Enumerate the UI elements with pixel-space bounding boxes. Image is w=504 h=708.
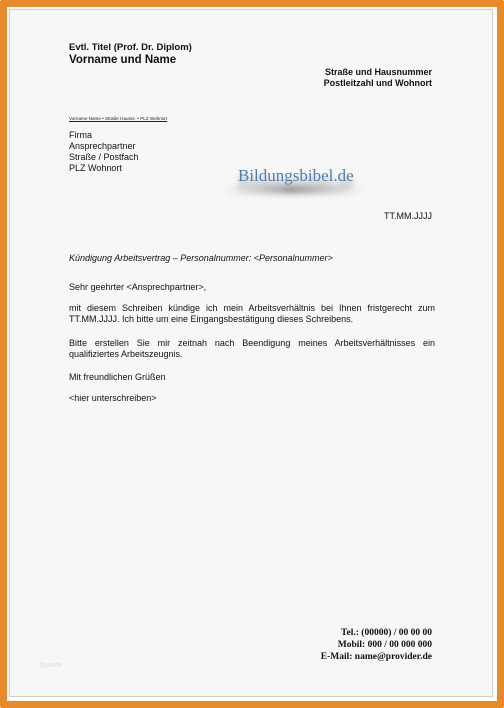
body-paragraph-2: Bitte erstellen Sie mir zeitnah nach Beendigung meines Arbeitsverhältnisses ein qualifiziertes Arbeitszeugnis. xyxy=(69,338,435,359)
recipient-contact: Ansprechpartner xyxy=(69,141,136,151)
logo-shadow xyxy=(224,186,364,194)
sender-name: Vorname und Name xyxy=(69,54,177,66)
signature-placeholder: <hier unterschreiben> xyxy=(69,393,157,403)
recipient-street: Straße / Postfach xyxy=(69,152,139,162)
recipient-city: PLZ Wohnort xyxy=(69,163,122,173)
recipient-company: Firma xyxy=(69,130,92,140)
sender-title: Evtl. Titel (Prof. Dr. Diplom) xyxy=(69,42,192,53)
sender-city: Postleitzahl und Wohnort xyxy=(323,78,432,88)
letter-date: TT.MM.JJJJ xyxy=(384,211,432,221)
sender-street: Straße und Hausnummer xyxy=(324,67,432,77)
letter-subject: Kündigung Arbeitsvertrag – Personalnummer: <Personalnummer> xyxy=(69,253,333,263)
body-paragraph-1: mit diesem Schreiben kündige ich mein Arbeitsverhältnis bei Ihnen fristgerecht zum TT.MM.JJJJ. Ich bitte um eine Eingangsbestätigung dieses Schreibens. xyxy=(69,303,435,324)
return-address-line: Vorname Name • Straße Hausnr. • PLZ Wohnort xyxy=(69,116,168,121)
footer-email: E-Mail: name@provider.de xyxy=(320,652,432,662)
salutation: Sehr geehrter <Ansprechpartner>, xyxy=(69,282,207,292)
footer-mobile: Mobil: 000 / 00 000 000 xyxy=(337,640,432,650)
corner-watermark: layoutx xyxy=(40,662,63,669)
letter-page xyxy=(9,9,493,697)
bildungsbibel-logo: Bildungsbibel.de xyxy=(238,166,354,185)
closing: Mit freundlichen Grüßen xyxy=(69,372,166,382)
footer-phone: Tel.: (00000) / 00 00 00 xyxy=(341,628,432,638)
